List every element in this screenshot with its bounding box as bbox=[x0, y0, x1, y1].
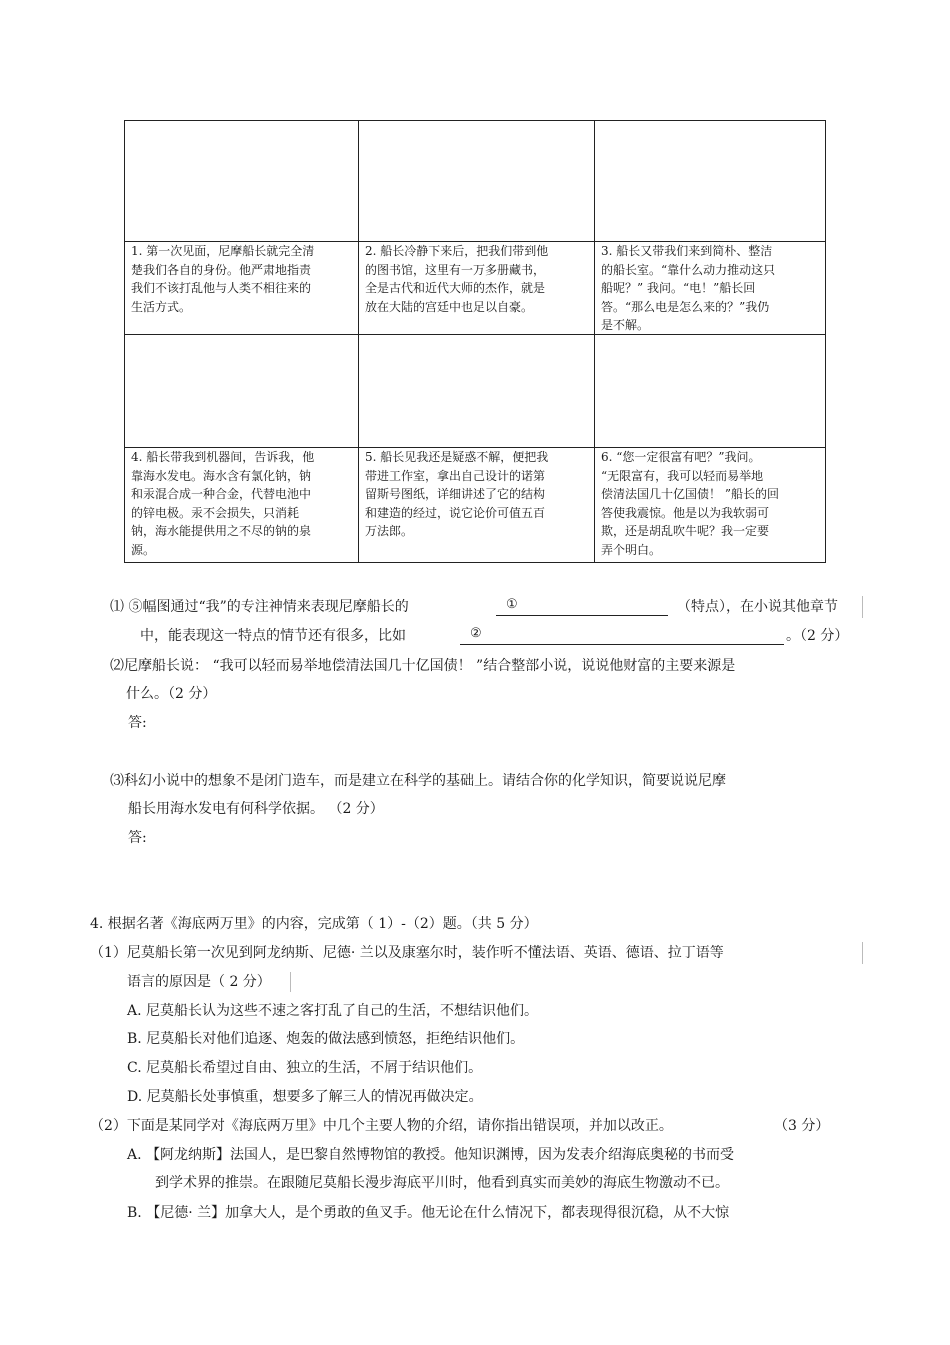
comic-panel-image-4 bbox=[125, 335, 359, 448]
q4-option-d[interactable]: D. 尼莫船长处事慎重，想要多了解三人的情况再做决定。 bbox=[127, 1089, 483, 1105]
comic-caption-6: 6. “您一定很富有吧？”我问。 “无限富有，我可以轻而易举地 偿清法国几十亿国债！ ”船长的回 答使我震惊。他是以为我软弱可 欺，还是胡乱吹牛呢？我一定要 弄个明白。 bbox=[601, 450, 779, 557]
q4-sub2-text: （2）下面是某同学对《海底两万里》中几个主要人物的介绍，请你指出错误项，并加以改正。 bbox=[90, 1118, 673, 1134]
q4-item-a-line1: A. 【阿龙纳斯】法国人，是巴黎自然博物馆的教授。他知识渊博，因为发表介绍海底奥秘的书而受 bbox=[127, 1147, 735, 1163]
comic-panel-image-3 bbox=[595, 121, 825, 242]
q4-item-a-line2: 到学术界的推崇。在跟随尼莫船长漫步海底平川时，他看到真实而美妙的海底生物激动不已。 bbox=[155, 1175, 729, 1191]
q4-title: 4. 根据名著《海底两万里》的内容，完成第（ 1）-（2）题。（共 5 分） bbox=[90, 916, 538, 932]
q3-part1-text: ⑴ ⑤幅图通过“我”的专注神情来表现尼摩船长的 bbox=[110, 599, 409, 615]
margin-mark bbox=[862, 942, 863, 964]
q3-part1-score: 。（2 分） bbox=[786, 628, 849, 644]
q3-part2-continued: 什么。（2 分） bbox=[126, 686, 217, 702]
q4-item-b-line1: B. 【尼德· 兰】加拿大人，是个勇敢的鱼叉手。他无论在什么情况下，都表现得很沉稳，从不大惊 bbox=[127, 1205, 730, 1221]
comic-caption-3: 3. 船长又带我们来到简朴、整洁 的船长室。“靠什么动力推动这只 船呢？” 我问。“电！”船长回 答。“那么电是怎么来的？”我仍 是不解。 bbox=[595, 242, 825, 335]
comic-caption-1: 1. 第一次见面，尼摩船长就完全清 楚我们各自的身份。他严肃地指责 我们不该打乱他与人类不相往来的 生活方式。 bbox=[125, 242, 359, 335]
q4-option-b[interactable]: B. 尼莫船长对他们追逐、炮轰的做法感到愤怒，拒绝结识他们。 bbox=[127, 1031, 525, 1047]
q3-blank-2[interactable]: ② bbox=[460, 626, 784, 645]
margin-mark bbox=[862, 596, 863, 618]
q4-sub1-continued: 语言的原因是（ 2 分） bbox=[127, 974, 271, 990]
q3-part1-continued: 中，能表现这一特点的情节还有很多，比如 bbox=[140, 628, 406, 644]
comic-panel-image-5 bbox=[359, 335, 595, 448]
q3-part3-answer-label[interactable]: 答: bbox=[128, 830, 147, 846]
comic-caption-5: 5. 船长见我还是疑惑不解，便把我 带进工作室，拿出自己设计的诺第 留斯号图纸，详细讲述了它的结构 和建造的经过，说它论价可值五百 万法郎。 bbox=[359, 448, 595, 562]
q4-sub2-score: （3 分） bbox=[774, 1118, 830, 1134]
comic-strip-table bbox=[124, 120, 826, 563]
comic-panel-image-6 bbox=[595, 335, 825, 448]
q3-part1-suffix: （特点），在小说其他章节 bbox=[677, 599, 838, 615]
comic-caption-4: 4. 船长带我到机器间，告诉我，他 靠海水发电。海水含有氯化钠，钠 和汞混合成一种合金，代替电池中 的锌电极。汞不会损失，只消耗 钠，海水能提供用之不尽的钠的泉 源。 bbox=[125, 448, 359, 562]
comic-caption-2: 2. 船长冷静下来后，把我们带到他 的图书馆，这里有一万多册藏书， 全是古代和近代大师的杰作，就是 放在大陆的宫廷中也足以自豪。 bbox=[359, 242, 595, 335]
q3-part2-answer-label[interactable]: 答: bbox=[128, 715, 147, 731]
q3-part3-continued: 船长用海水发电有何科学依据。 （2 分） bbox=[128, 801, 384, 817]
q3-blank-1[interactable]: ① bbox=[496, 597, 668, 616]
q4-option-c[interactable]: C. 尼莫船长希望过自由、独立的生活，不屑于结识他们。 bbox=[127, 1060, 483, 1076]
q3-part3-text: ⑶科幻小说中的想象不是闭门造车，而是建立在科学的基础上。请结合你的化学知识，简要说说尼摩 bbox=[110, 773, 726, 789]
comic-panel-image-1 bbox=[125, 121, 359, 242]
q3-part2-text: ⑵尼摩船长说： “我可以轻而易举地偿清法国几十亿国债！ ”结合整部小说，说说他财富的主要来源是 bbox=[110, 658, 736, 674]
margin-mark bbox=[290, 972, 291, 992]
q4-option-a[interactable]: A. 尼莫船长认为这些不速之客打乱了自己的生活，不想结识他们。 bbox=[127, 1003, 539, 1019]
comic-panel-image-2 bbox=[359, 121, 595, 242]
q4-sub1-text: （1）尼莫船长第一次见到阿龙纳斯、尼德· 兰以及康塞尔时，装作听不懂法语、英语、德语、拉丁语等 bbox=[90, 945, 724, 961]
